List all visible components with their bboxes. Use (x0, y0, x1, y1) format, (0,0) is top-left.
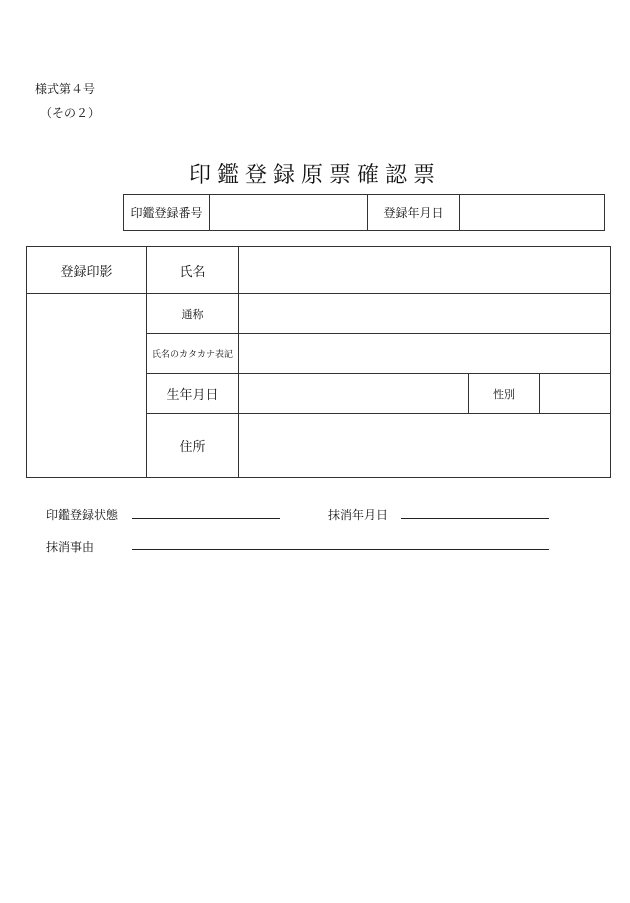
kana-field[interactable] (239, 334, 611, 374)
gender-label: 性別 (469, 374, 540, 414)
cancel-reason-field[interactable] (132, 549, 549, 550)
alias-field[interactable] (239, 294, 611, 334)
status-label: 印鑑登録状態 (46, 508, 119, 522)
cancel-date-field[interactable] (401, 518, 549, 519)
seal-impression-area (27, 294, 147, 478)
registration-header-table (123, 194, 605, 231)
reg-number-label: 印鑑登録番号 (124, 195, 210, 231)
dob-label: 生年月日 (147, 374, 239, 414)
alias-label: 通称 (147, 294, 239, 334)
kana-label: 氏名のカタカナ表記 (147, 334, 239, 374)
gender-field[interactable] (540, 374, 611, 414)
name-label: 氏名 (147, 247, 239, 294)
registrant-table (26, 246, 611, 478)
reg-date-field[interactable] (460, 195, 605, 231)
cancel-reason-label: 抹消事由 (46, 540, 95, 554)
cancel-date-label: 抹消年月日 (328, 508, 389, 522)
status-field[interactable] (132, 518, 280, 519)
address-label: 住所 (147, 414, 239, 478)
address-field[interactable] (239, 414, 611, 478)
reg-number-field[interactable] (210, 195, 368, 231)
reg-date-label: 登録年月日 (368, 195, 460, 231)
page-title: 印鑑登録原票確認票 (188, 163, 441, 188)
name-field[interactable] (239, 247, 611, 294)
dob-field[interactable] (239, 374, 469, 414)
form-subtitle: （その２） (40, 106, 101, 120)
seal-label: 登録印影 (27, 247, 147, 294)
form-number: 様式第４号 (35, 82, 96, 96)
